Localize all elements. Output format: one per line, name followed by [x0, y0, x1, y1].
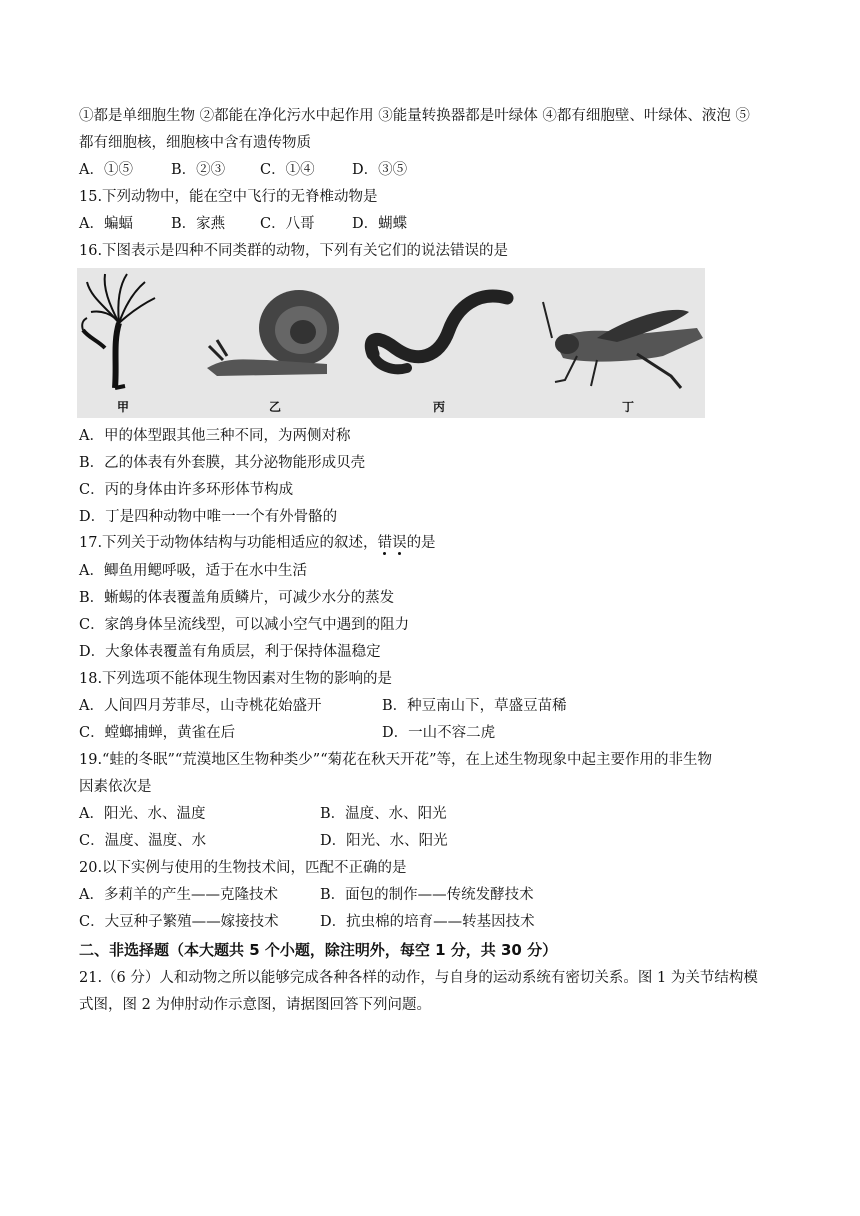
q16-option-d: D．丁是四种动物中唯一一个有外骨骼的	[79, 509, 338, 525]
q14-statements-line1: ①都是单细胞生物 ②都能在净化污水中起作用 ③能量转换器都是叶绿体 ④都有细胞壁、叶绿体、液泡 ⑤	[79, 108, 750, 124]
q14-statements-line2: 都有细胞核，细胞核中含有遗传物质	[79, 135, 311, 151]
q14-option-d: D．③⑤	[352, 162, 408, 178]
q18-option-c: C．螳螂捕蝉，黄雀在后	[79, 725, 236, 741]
q16-option-c: C．丙的身体由许多环形体节构成	[79, 482, 294, 498]
animals-figure	[77, 268, 705, 418]
figure-label-jia: 甲	[117, 400, 130, 414]
q16-stem: 16.下图表示是四种不同类群的动物，下列有关它们的说法错误的是	[79, 243, 509, 259]
q18-option-d: D．一山不容二虎	[382, 725, 496, 741]
figure-label-bing: 丙	[433, 400, 446, 414]
q19-option-d: D．阳光、水、阳光	[320, 833, 448, 849]
q15-option-c: C．八哥	[260, 216, 315, 232]
q15-stem: 15.下列动物中，能在空中飞行的无脊椎动物是	[79, 189, 378, 205]
q16-option-a: A．甲的体型跟其他三种不同，为两侧对称	[79, 428, 351, 444]
q20-option-c: C．大豆种子繁殖——嫁接技术	[79, 914, 279, 930]
q15-option-a: A．蝙蝠	[79, 216, 133, 232]
q17-option-b: B．蜥蜴的体表覆盖角质鳞片，可减少水分的蒸发	[79, 590, 395, 606]
q17-stem-prefix: 17.下列关于动物体结构与功能相适应的叙述，	[79, 535, 378, 551]
animals-drawing	[77, 268, 705, 418]
q17-stem-emphasis-2: 误	[392, 535, 407, 551]
q15-option-b: B．家燕	[171, 216, 226, 232]
q20-option-a: A．多莉羊的产生——克隆技术	[79, 887, 278, 903]
q17-stem-suffix: 的是	[406, 535, 436, 551]
q19-option-b: B．温度、水、阳光	[320, 806, 447, 822]
q20-option-b: B．面包的制作——传统发酵技术	[320, 887, 534, 903]
snail-drawing	[207, 290, 339, 376]
section-2-title: 二、非选择题（本大题共 5 个小题，除注明外，每空 1 分，共 30 分）	[79, 941, 558, 959]
grasshopper-drawing	[543, 302, 703, 388]
q16-option-b: B．乙的体表有外套膜，其分泌物能形成贝壳	[79, 455, 366, 471]
q19-stem-line1: 19.“蛙的冬眠”“荒漠地区生物种类少”“菊花在秋天开花”等，在上述生物现象中起主要作用的非生物	[79, 752, 713, 768]
figure-label-yi: 乙	[269, 400, 282, 414]
q17-stem	[79, 533, 436, 553]
q18-option-b: B．种豆南山下，草盛豆苗稀	[382, 698, 567, 714]
q19-option-a: A．阳光、水、温度	[79, 806, 206, 822]
q17-option-d: D．大象体表覆盖有角质层，利于保持体温稳定	[79, 644, 381, 660]
q17-stem-emphasis-1: 错	[377, 535, 393, 551]
q18-option-a: A．人间四月芳菲尽，山寺桃花始盛开	[79, 698, 322, 714]
q14-option-b: B．②③	[171, 162, 226, 178]
q20-stem: 20.以下实例与使用的生物技术间，匹配不正确的是	[79, 860, 407, 876]
q15-option-d: D．蝴蝶	[352, 216, 408, 232]
q19-option-c: C．温度、温度、水	[79, 833, 207, 849]
hydra-drawing	[82, 274, 155, 388]
earthworm-drawing	[371, 296, 507, 369]
figure-label-ding: 丁	[622, 400, 635, 414]
q19-stem-line2: 因素依次是	[79, 779, 152, 795]
q18-stem: 18.下列选项不能体现生物因素对生物的影响的是	[79, 671, 393, 687]
q17-option-a: A．鲫鱼用鳃呼吸，适于在水中生活	[79, 563, 307, 579]
q17-option-c: C．家鸽身体呈流线型，可以减小空气中遇到的阻力	[79, 617, 410, 633]
q21-line1: 21.（6 分）人和动物之所以能够完成各种各样的动作，与自身的运动系统有密切关系。图 1 为关节结构模	[79, 970, 758, 986]
q14-option-c: C．①④	[260, 162, 315, 178]
q20-option-d: D．抗虫棉的培育——转基因技术	[320, 914, 535, 930]
q14-option-a: A．①⑤	[79, 162, 133, 178]
q21-line2: 式图，图 2 为伸肘动作示意图，请据图回答下列问题。	[79, 997, 431, 1013]
